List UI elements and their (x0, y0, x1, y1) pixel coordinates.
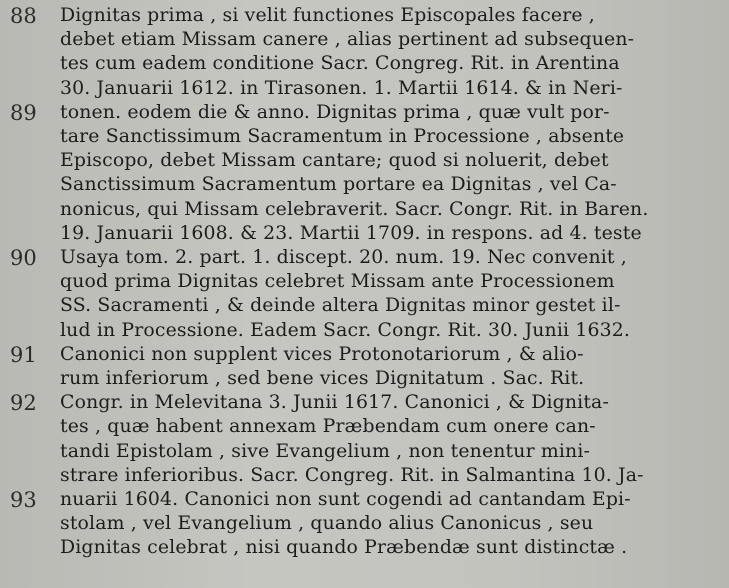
text-line (0, 512, 729, 536)
paragraph-number: 88 (10, 4, 37, 28)
line-text: Congr. in Melevitana 3. Junii 1617. Canonici , & Dignita- (60, 392, 609, 414)
paragraph-number: 91 (10, 342, 37, 367)
line-text: Episcopo, debet Missam cantare; quod si noluerit, debet (60, 150, 609, 172)
line-text: stolam , vel Evangelium , quando alius Canonicus , seu (60, 513, 594, 535)
text-line (0, 222, 729, 246)
line-text: Usaya tom. 2. part. 1. discept. 20. num. 19. Nec convenit , (60, 247, 627, 268)
line-text: Dignitas prima , si velit functiones Episcopales facere , (60, 5, 595, 26)
paragraph-number: 90 (10, 246, 37, 270)
line-text: 19. Januarii 1608. & 23. Martii 1709. in respons. ad 4. teste (60, 222, 642, 244)
line-text: tes cum eadem conditione Sacr. Congreg. Rit. in Arentina (60, 53, 620, 75)
text-line (0, 28, 729, 52)
line-text: tonen. eodem die & anno. Dignitas prima , quæ vult por- (60, 101, 610, 123)
text-line (0, 52, 729, 76)
line-text: SS. Sacramenti , & deinde altera Dignitas minor gestet il- (60, 295, 621, 317)
line-text: Canonici non supplent vices Protonotariorum , & alio- (60, 343, 584, 365)
text-line (0, 464, 729, 488)
text-line (0, 173, 729, 197)
line-text: quod prima Dignitas celebret Missam ante Processionem (60, 271, 615, 293)
text-line (0, 4, 729, 28)
text-line (0, 488, 729, 512)
line-text: Dignitas celebrat , nisi quando Præbendæ sunt distinctæ . (60, 537, 628, 559)
text-line (0, 77, 729, 101)
text-line (0, 343, 729, 367)
text-line (0, 391, 729, 415)
text-line (0, 270, 729, 294)
line-text: tandi Epistolam , sive Evangelium , non tenentur mini- (60, 440, 591, 462)
line-text: tes , quæ habent annexam Præbendam cum onere can- (60, 416, 596, 438)
line-text: rum inferiorum , sed bene vices Dignitatum . Sac. Rit. (60, 368, 585, 389)
text-line (0, 319, 729, 343)
text-line (0, 440, 729, 464)
line-text: Sanctissimum Sacramentum portare ea Dignitas , vel Ca- (60, 174, 617, 196)
line-text: debet etiam Missam canere , alias pertinent ad subsequen- (60, 29, 635, 51)
text-line (0, 415, 729, 439)
text-line (0, 536, 729, 560)
text-line (0, 294, 729, 318)
text-line (0, 246, 729, 270)
paragraph-number: 89 (10, 100, 37, 125)
paragraph-number: 92 (10, 391, 37, 416)
text-line (0, 101, 729, 125)
text-line (0, 149, 729, 173)
line-text: nonicus, qui Missam celebraverit. Sacr. Congr. Rit. in Baren. (60, 198, 649, 220)
line-text: nuarii 1604. Canonici non sunt cogendi ad cantandam Epi- (60, 489, 631, 510)
line-text: tare Sanctissimum Sacramentum in Processione , absente (60, 126, 625, 147)
text-line (0, 367, 729, 391)
text-line (0, 125, 729, 149)
line-text: lud in Processione. Eadem Sacr. Congr. Rit. 30. Junii 1632. (60, 319, 631, 341)
line-text: 30. Januarii 1612. in Tirasonen. 1. Martii 1614. & in Neri- (60, 77, 623, 99)
line-text: strare inferioribus. Sacr. Congreg. Rit. in Salmantina 10. Ja- (60, 464, 644, 486)
text-line (0, 198, 729, 222)
paragraph-number: 93 (10, 488, 37, 512)
